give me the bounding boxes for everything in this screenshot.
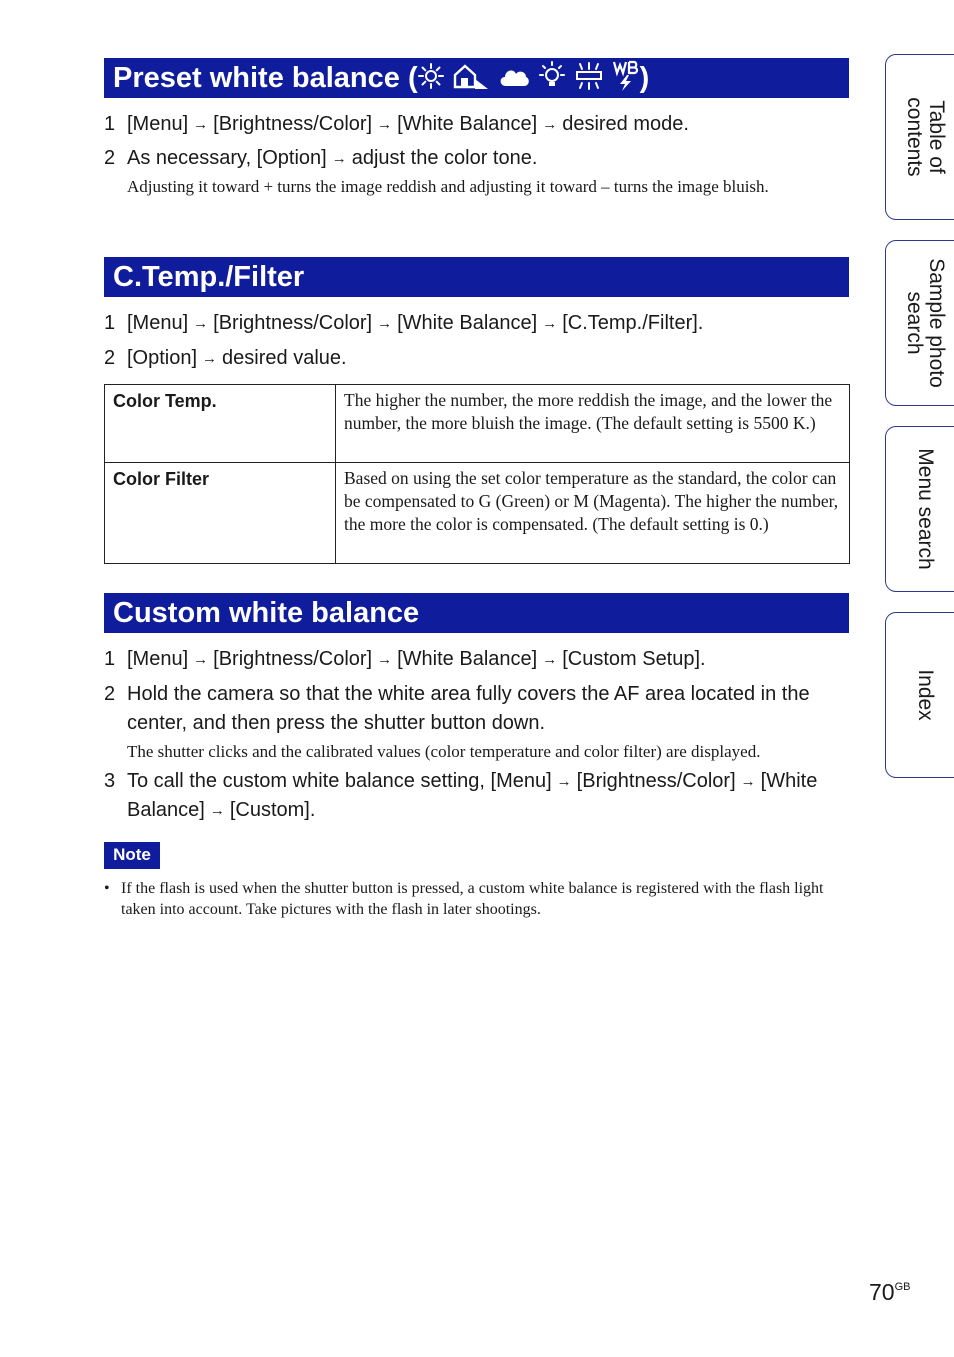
menu-ref: [Menu] [127,113,189,135]
menu-ref: [Custom Setup]. [562,648,706,670]
arrow-icon: → [740,773,756,790]
arrow-icon: → [377,315,393,332]
fluorescent-icon [574,62,604,90]
side-tab-sample-photo-search[interactable] [885,240,954,406]
step-text [127,767,849,825]
note-bullet-text: If the flash is used when the shutter button is pressed, a custom white balance is registered with the flash light taken into account. Take pictures with the flash in later shootings. [121,880,824,918]
arrow-icon: → [193,651,209,668]
page-number-value: 70 [869,1279,895,1305]
step-text: Hold the camera so that the white area fully covers the AF area located in the center, and then press the shutter button down. [127,683,810,734]
preset-step-1 [104,110,849,139]
arrow-icon: → [331,150,347,167]
menu-ref: [Brightness/Color] [213,113,373,135]
menu-ref: [Menu] [127,648,189,670]
ctemp-step-1 [104,309,849,338]
menu-ref: [White Balance] [127,770,818,821]
side-tab-label: Index [914,669,937,721]
menu-ref: [Brightness/Color] [576,770,736,792]
menu-ref: [C.Temp./Filter]. [562,312,704,334]
arrow-icon: → [209,802,225,819]
menu-ref: adjust the color tone. [351,147,538,169]
menu-ref: To call the custom white balance setting, [Menu] [127,770,552,792]
flash-wb-icon [612,60,640,92]
cloudy-icon [498,64,530,88]
menu-ref: [Menu] [127,312,189,334]
table-row [105,385,850,463]
menu-ref: [Custom]. [229,799,316,821]
custom-step-2-note: The shutter clicks and the calibrated values (color temperature and color filter) are displayed. [127,742,761,761]
menu-ref: [White Balance] [397,648,538,670]
step-text [127,309,849,338]
page-number-suffix: GB [894,1281,911,1293]
step-number: 1 [104,312,116,334]
step-text [127,110,849,139]
custom-step-2 [104,680,849,738]
table-term: Color Filter [105,463,336,564]
menu-ref: As necessary, [Option] [127,147,327,169]
arrow-icon: → [193,116,209,133]
side-tab-menu-search[interactable] [885,426,954,592]
table-description: Based on using the set color temperature as the standard, the color can be compensated to G (Green) or M (Magenta). The higher the number, the more the color is compensated. (The default setting is 0.) [336,463,850,564]
note-badge: Note [104,842,160,869]
custom-step-1 [104,645,849,674]
menu-ref: desired mode. [562,113,689,135]
white-balance-icons [418,60,640,92]
menu-ref: [Option] [127,347,198,369]
side-tab-label: Sample photo search [903,258,948,388]
menu-ref: [Brightness/Color] [213,648,373,670]
arrow-icon: → [193,315,209,332]
menu-ref: [White Balance] [397,312,538,334]
arrow-icon: → [377,651,393,668]
arrow-icon: → [542,315,558,332]
side-tab-index[interactable] [885,612,954,778]
step-number: 2 [104,147,116,169]
menu-ref: [Brightness/Color] [213,312,373,334]
section-title-prefix: Preset white balance ( [113,62,418,94]
preset-step-note: Adjusting it toward + turns the image reddish and adjusting it toward – turns the image bluish. [127,177,769,196]
menu-ref: [White Balance] [397,113,538,135]
side-tab-label: Menu search [914,448,937,570]
step-number: 1 [104,648,116,670]
table-term: Color Temp. [105,385,336,463]
step-number: 1 [104,113,116,135]
section-title-suffix: ) [639,62,650,94]
ctemp-settings-table [104,384,850,564]
step-text [127,344,849,373]
arrow-icon: → [542,651,558,668]
menu-ref: desired value. [222,347,347,369]
daylight-icon [418,63,444,89]
ctemp-step-2 [104,344,849,373]
side-tab-table-of-contents[interactable] [885,54,954,220]
step-number: 2 [104,347,116,369]
table-description: The higher the number, the more reddish the image, and the lower the number, the more bluish the image. (The default setting is 5500 K.) [336,385,850,463]
bullet-icon: • [104,880,110,897]
note-bullet-item [104,878,849,920]
arrow-icon: → [556,773,572,790]
arrow-icon: → [377,116,393,133]
section-header-ctemp-filter: C.Temp./Filter [104,257,849,297]
section-header-custom-white-balance: Custom white balance [104,593,849,633]
preset-step-2 [104,144,849,173]
step-text [127,144,849,173]
custom-step-3 [104,767,849,825]
table-row [105,463,850,564]
step-number: 2 [104,683,116,705]
incandescent-icon [538,61,566,91]
shade-icon [452,62,490,90]
side-tab-label: Table of contents [903,97,948,177]
arrow-icon: → [202,350,218,367]
page-number [869,1279,911,1306]
arrow-icon: → [542,116,558,133]
section-header-preset-white-balance [104,58,849,98]
step-number: 3 [104,770,116,792]
step-text [127,645,849,674]
